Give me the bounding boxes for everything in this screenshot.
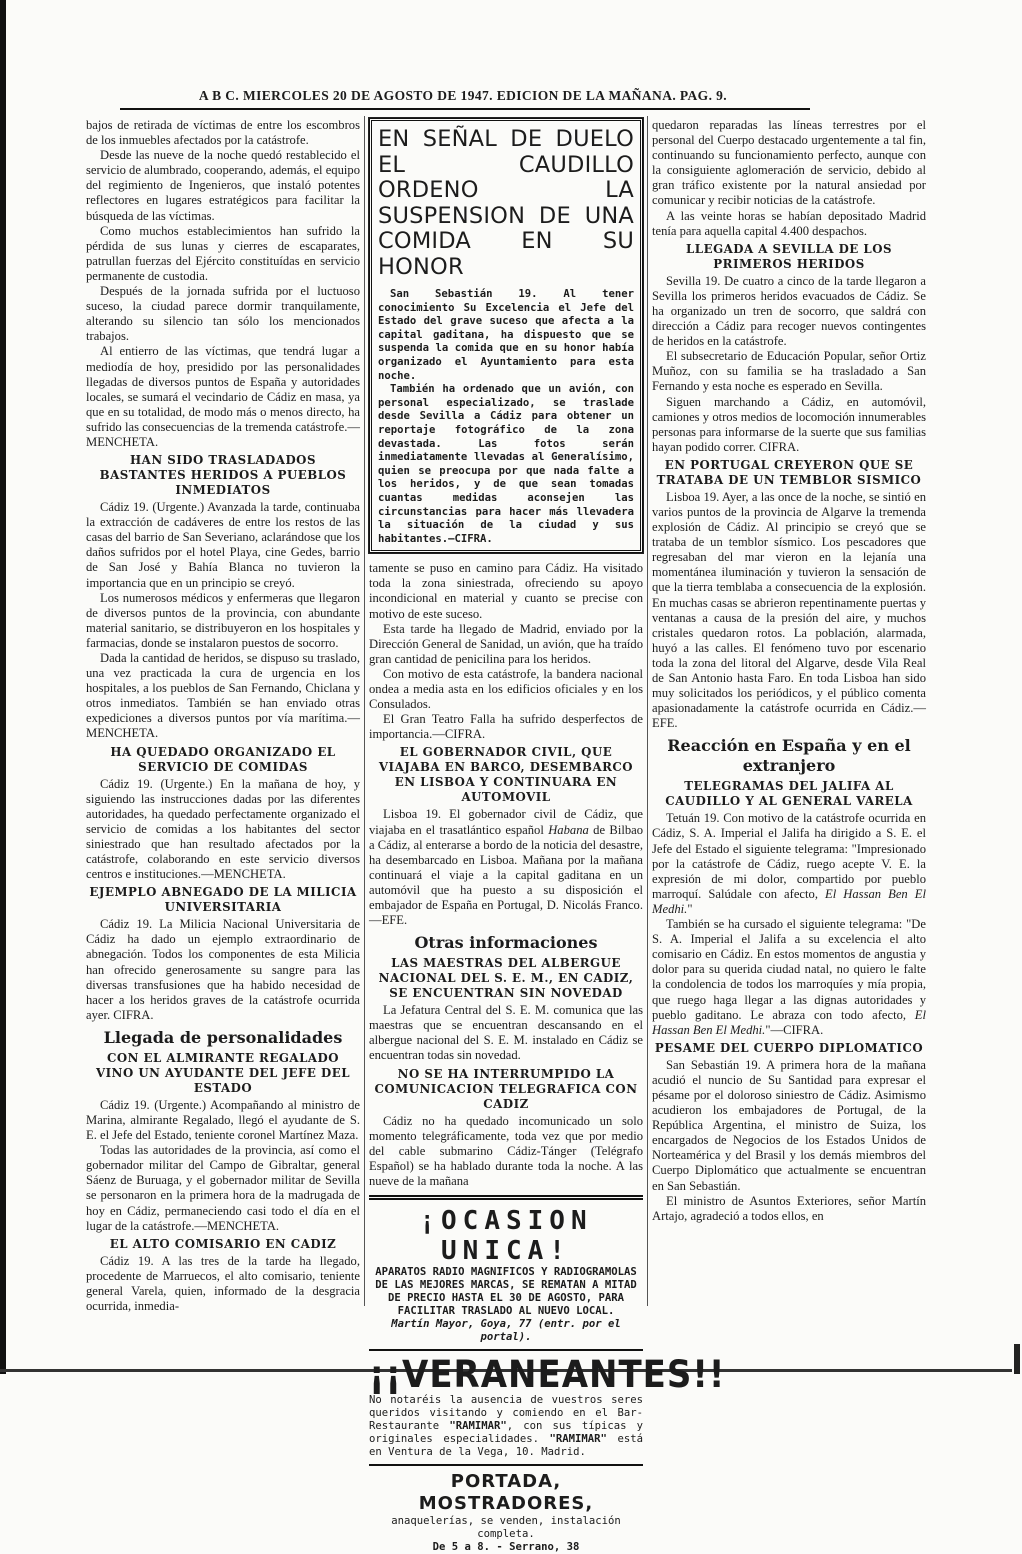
paragraph: También ha ordenado que un avión, con personal especializado, se traslade desde Sevilla a Cádiz para obtener un reportaje fotográfico de la zona devastada. Las fotos serán inmediatamente llevadas al Generalísimo, quien se preocupa por que nada falte a los heridos, y de que sean tomadas cuantas medidas aconsejen las circunstancias para hacer más llevadera la situación de la ciudad y sus habitantes.—CIFRA. xyxy=(378,383,634,545)
paragraph: Esta tarde ha llegado de Madrid, enviado por la Dirección General de Sanidad, un avión, que ha traído gran cantidad de penicilina para los heridos. xyxy=(369,621,643,666)
paragraph: Los numerosos médicos y enfermeras que llegaron de diversos puntos de la provincia, con abundante material sanitario, se distribuyeron en los hospitales y farmacias, donde se instalaron puestos de socorro. xyxy=(86,590,360,650)
header-rule xyxy=(120,108,810,110)
ad-divider xyxy=(369,1349,643,1351)
article-headline: EL GOBERNADOR CIVIL, QUE VIAJABA EN BARCO, DESEMBARCO EN LISBOA Y CONTINUARA EN AUTOMOVIL xyxy=(378,745,634,805)
paragraph xyxy=(652,811,926,917)
boxed-lead-article xyxy=(369,118,643,553)
paragraph: Cádiz 19. (Urgente.) En la mañana de hoy, y siguiendo las instrucciones dadas por las diferentes autoridades, ha quedado perfectamente organizado el servicio de comidas a los habitantes del sector siniestrado que han resultado afectados por la catástrofe, colaborando en este servicio diversos centros e instituciones.—MENCHETA. xyxy=(86,776,360,882)
paragraph: Cádiz no ha quedado incomunicado un solo momento telegráficamente, toda vez que por medio del cable submarino Cádiz-Tánger (Telégrafo Español) se ha hablado durante toda la noche. A las nueve de la mañana xyxy=(369,1113,643,1188)
paragraph xyxy=(369,807,643,928)
paragraph: Sevilla 19. De cuatro a cinco de la tarde llegaron a Sevilla los primeros heridos evacuados de Cádiz. Se ha organizado un tren de socorro, que saldrá con dirección a Cádiz para recoger nuevos contingentes de heridos en la catástrofe. xyxy=(652,273,926,349)
ad-body: anaquelerías, se venden, instalación completa. xyxy=(391,1515,621,1540)
paragraph: Al entierro de las víctimas, que tendrá lugar a mediodía de hoy, presidido por las personalidades llegadas de diversos puntos de España y autoridades locales, se sumará el vecindario de Cádiz en masa, ya que en su totalidad, de modo más o menos directo, ha sufrido las consecuencias de la tremenda catástrofe.—MENCHETA. xyxy=(86,344,360,449)
signature: El Hassan Ben El Medhi. xyxy=(652,886,926,916)
paragraph: El ministro de Asuntos Exteriores, señor Martín Artajo, agradeció a todos ellos, en xyxy=(652,1193,926,1223)
paragraph: bajos de retirada de víctimas de entre los escombros de los inmuebles afectados por la catástrofe. xyxy=(86,118,360,148)
paragraph: Desde las nueve de la noche quedó restablecido el servicio de alumbrado, cooperando, además, el equipo del regimiento de Ingenieros, que instaló potentes reflectores en lugares estratégicos para facilitar la búsqueda de las víctimas. xyxy=(86,148,360,223)
page-header: A B C. MIERCOLES 20 DE AGOSTO DE 1947. EDICION DE LA MAÑANA. PAG. 9. xyxy=(198,88,728,103)
article-headline: PESAME DEL CUERPO DIPLOMATICO xyxy=(654,1040,924,1055)
text-run: Lisboa 19. El gobernador civil de Cádiz, que viajaba en el trasatlántico español xyxy=(369,807,643,837)
text-run: de Bilbao a Cádiz, al enterarse a bordo de la noticia del desastre, ha desembarcado en Lisboa. Mañana por la mañana continuará el viaje a la capital gaditana en un automóvil que ha puesto a su disposición el embajador de España en Portugal, D. Nicolás Franco.—EFE. xyxy=(369,822,644,928)
article-headline: LLEGADA A SEVILLA DE LOS PRIMEROS HERIDOS xyxy=(685,241,892,271)
brand-name: "RAMIMAR" xyxy=(449,1420,507,1432)
paragraph: Después de la jornada sufrida por el luctuoso suceso, la ciudad parece dormir tranquilamente, alterando su silencio tan sólo los mencionados trabajos. xyxy=(86,284,360,344)
paragraph: La Jefatura Central del S. E. M. comunica que las maestras que se encuentran descansando en el albergue nacional del S. E. M. instalado en Cádiz se encuentran todas sin novedad. xyxy=(369,1003,643,1063)
paragraph: tamente se puso en camino para Cádiz. Ha visitado toda la zona siniestrada, ofreciendo su apoyo incondicional en material y cuanto se precise con motivo de este suceso. xyxy=(369,561,643,621)
ad-body xyxy=(369,1394,643,1459)
ad-address: De 5 a 8. - Serrano, 38 xyxy=(432,1541,580,1553)
article-headline: HAN SIDO TRASLADADOS BASTANTES HERIDOS A PUEBLOS INMEDIATOS xyxy=(99,453,347,498)
paragraph: Con motivo de esta catástrofe, la bandera nacional ondea a media asta en los edificios oficiales y en los Consulados. xyxy=(369,666,643,712)
paragraph: Todas las autoridades de la provincia, así como el gobernador militar del Campo de Gibraltar, general Sáenz de Buruaga, y el gobernador militar de Sevilla se personaron en la primera hora de la madrugada de hoy en Cádiz, permaneciendo casi todo el día en el lugar de la catástrofe.—MENCHETA. xyxy=(86,1143,360,1233)
paragraph: El Gran Teatro Falla ha sufrido desperfectos de importancia.—CIFRA. xyxy=(369,712,643,742)
column-divider xyxy=(364,116,365,1306)
paragraph: quedaron reparadas las líneas terrestres por el personal del Cuerpo destacado urgentemente a tal fin, continuando su funcionamiento perfecto, aunque con la consiguiente aglomeración de servicio, debido al gran tráfico existente por la natural ansiedad por comunicar y recibir noticias de la catástrofe. xyxy=(652,118,926,208)
column-left xyxy=(86,118,360,1314)
article-headline: HA QUEDADO ORGANIZADO EL SERVICIO DE COMIDAS xyxy=(110,744,336,774)
ad-headline: ¡¡VERANEANTES!! xyxy=(369,1353,726,1397)
paragraph xyxy=(652,917,926,1038)
paragraph: Lisboa 19. Ayer, a las once de la noche, se sintió en varios puntos de la provincia de Algarve la tremenda explosión de Cádiz. Al principio se creyó que se trataba de un temblor sísmico. Los pescadores que regresaban del mar vieron en la lejanía una momentánea iluminación y tuvieron la sensación de que la tierra temblaba a consecuencia de la explosión. En muchas casas se abrieron repentinamente puertas y ventanas a causa de la presión del aire, y muchos cristales quedaron rotos. La población, alarmada, huyó a las calles. El fenómeno tuvo por escenario toda la zona del litoral del Algarve, desde Vila Real de San Antonio hasta Faro. En toda Lisboa han sido muy solicitados los periódicos, y el público comenta apasionadamente la catástrofe ocurrida en Cádiz.—EFE. xyxy=(652,489,926,731)
paragraph: A las veinte horas se habían depositado Madrid tenía para aquella capital 4.400 despachos. xyxy=(652,208,926,238)
bleed-through-text xyxy=(230,72,790,84)
ad-divider xyxy=(369,1464,643,1466)
paragraph: San Sebastián 19. Al tener conocimiento Su Excelencia el Jefe del Estado del grave suceso que afecta a la capital gaditana, ha dispuesto que se suspenda la comida que en su honor había organizado el Ayuntamiento para esta noche. xyxy=(378,288,634,382)
section-heading: Llegada de personalidades xyxy=(103,1027,343,1047)
lead-headline: EN SEÑAL DE DUELO EL CAUDILLO ORDENO LA SUSPENSION DE UNA COMIDA EN SU HONOR xyxy=(378,126,634,280)
advertisements xyxy=(369,1195,726,1554)
article-headline: NO SE HA INTERRUMPIDO LA COMUNICACION TELEGRAFICA CON CADIZ xyxy=(374,1066,638,1111)
ship-name: Habana xyxy=(548,822,589,837)
paragraph: Dada la cantidad de heridos, se dispuso su traslado, una vez practicada la cura de urgencia en los hospitales, a los pueblos de San Fernando, Chiclana y otros inmediatos. También se han enviado otras expediciones a diversos puntos por vía marítima.—MENCHETA. xyxy=(86,651,360,741)
text-run: No notaréis la ausencia de vuestros seres queridos visitando y comiendo en el Bar-Restaurante xyxy=(369,1394,643,1432)
signature: El Hassan Ben El Medhi. xyxy=(652,1007,926,1037)
article-headline: EN PORTUGAL CREYERON QUE SE TRATABA DE UN TEMBLOR SISMICO xyxy=(656,457,922,487)
paragraph: San Sebastián 19. A primera hora de la mañana acudió el nuncio de Su Santidad para expresar el pésame por el doloroso siniestro de Cádiz. Asimismo acudieron los embajadores de Portugal, de la República Argentina, el ministro de Suiza, los encargados de Negocios de los Estados Unidos de Norteamérica y del Brasil y los demás miembros del Cuerpo Diplomático que actualmente se encuentran en San Sebastián. xyxy=(652,1057,926,1193)
article-headline: EJEMPLO ABNEGADO DE LA MILICIA UNIVERSITARIA xyxy=(89,885,357,915)
column-divider xyxy=(647,116,648,1306)
paragraph: Cádiz 19. (Urgente.) Avanzada la tarde, continuaba la extracción de cadáveres de entre los restos de las casas del barrio de San Severiano, aclarándose que los daños sufridos por el hotel Playa, cine Gedes, barrio de San José y Bahía Blanca no tuvieron la importancia que en un principio se creyó. xyxy=(86,500,360,590)
ad-body: APARATOS RADIO MAGNIFICOS Y RADIOGRAMOLAS DE LAS MEJORES MARCAS, SE REMATAN A MITAD DE PRECIO HASTA EL 30 DE AGOSTO, PARA FACILITAR TRASLADO AL NUEVO LOCAL. xyxy=(375,1266,637,1317)
paragraph: Siguen marchando a Cádiz, en automóvil, camiones y otros medios de locomoción innumerables personas para informarse de la suerte que sus familias hayan podido correr. CIFRA. xyxy=(652,394,926,454)
column-middle xyxy=(369,118,726,1554)
column-right xyxy=(652,118,926,1224)
text-run: , con sus típicas y originales especialidades. xyxy=(369,1420,643,1445)
section-heading: Reacción en España y en el extranjero xyxy=(667,736,911,776)
paragraph: El subsecretario de Educación Popular, señor Ortiz Muñoz, con su familia se ha trasladado a San Fernando y esta noche es esperado en Sevilla. xyxy=(652,349,926,394)
lead-body xyxy=(378,288,634,546)
section-heading: Otras informaciones xyxy=(414,933,598,953)
article-headline: LAS MAESTRAS DEL ALBERGUE NACIONAL DEL S. E. M., EN CADIZ, SE ENCUENTRAN SIN NOVEDAD xyxy=(378,956,634,1001)
article-headline: EL ALTO COMISARIO EN CADIZ xyxy=(109,1236,337,1251)
paragraph: Como muchos establecimientos han sufrido la pérdida de sus lunas y cierres de escaparates, patrullan fuerzas del Ejército constituídas en servicio permanente de custodia. xyxy=(86,223,360,283)
ad-headline: ¡OCASION UNICA! xyxy=(419,1206,593,1266)
page-left-edge xyxy=(0,0,6,1374)
page-corner-mark xyxy=(1014,1344,1020,1374)
ad-headline: PORTADA, MOSTRADORES, xyxy=(418,1471,594,1514)
article-headline: TELEGRAMAS DEL JALIFA AL CAUDILLO Y AL GENERAL VARELA xyxy=(665,779,913,809)
brand-name: "RAMIMAR" xyxy=(549,1433,607,1445)
paragraph: Cádiz 19. (Urgente.) Acompañando al ministro de Marina, almirante Regalado, llegó el ayudante de S. E. el Jefe del Estado, teniente coronel Martínez Maza. xyxy=(86,1097,360,1143)
text-run: "—CIFRA. xyxy=(765,1022,824,1037)
text-run: " xyxy=(687,901,693,916)
paragraph: Cádiz 19. La Milicia Nacional Universitaria de Cádiz ha dado un ejemplo extraordinario de abnegación. Todos los componentes de esta Milicia han ofrecido generosamente su sangre para las diversas transfusiones que ha habido necesidad de hacer a los heridos graves de la catástrofe ocurrida ayer. CIFRA. xyxy=(86,917,360,1022)
paragraph: Cádiz 19. A las tres de la tarde ha llegado, procedente de Marruecos, el alto comisario, teniente general Varela, quien, informado de la desgracia ocurrida, inmedia- xyxy=(86,1253,360,1313)
article-headline: CON EL ALMIRANTE REGALADO VINO UN AYUDANTE DEL JEFE DEL ESTADO xyxy=(95,1050,351,1095)
ad-address: Martín Mayor, Goya, 77 (entr. por el portal). xyxy=(391,1318,621,1343)
text-run: También se ha cursado el siguiente telegrama: "De S. A. Imperial el Jalifa a su excelencia el alto comisario en Cádiz. En estos momentos de angustia y dolor para su querida ciudad natal, no quiero le falte la condolencia de todos los marroquíes y mía propia, que ruego haga llegar a las dignas autoridades y pueblo gaditano. Le abraza con todo afecto, xyxy=(652,917,926,1022)
text-run: está en Ventura de la Vega, 10. Madrid. xyxy=(369,1433,643,1458)
text-run: Tetuán 19. Con motivo de la catástrofe ocurrida en Cádiz, S. A. Imperial el Jalifa ha dirigido a S. E. el Jefe del Estado el siguiente telegrama: "Impresionado por la catástrofe de Cádiz, ruego acepte V. E. la expresión de mi dolor, compartido por pueblo marroquí. Salúdale con afecto, xyxy=(652,811,926,901)
